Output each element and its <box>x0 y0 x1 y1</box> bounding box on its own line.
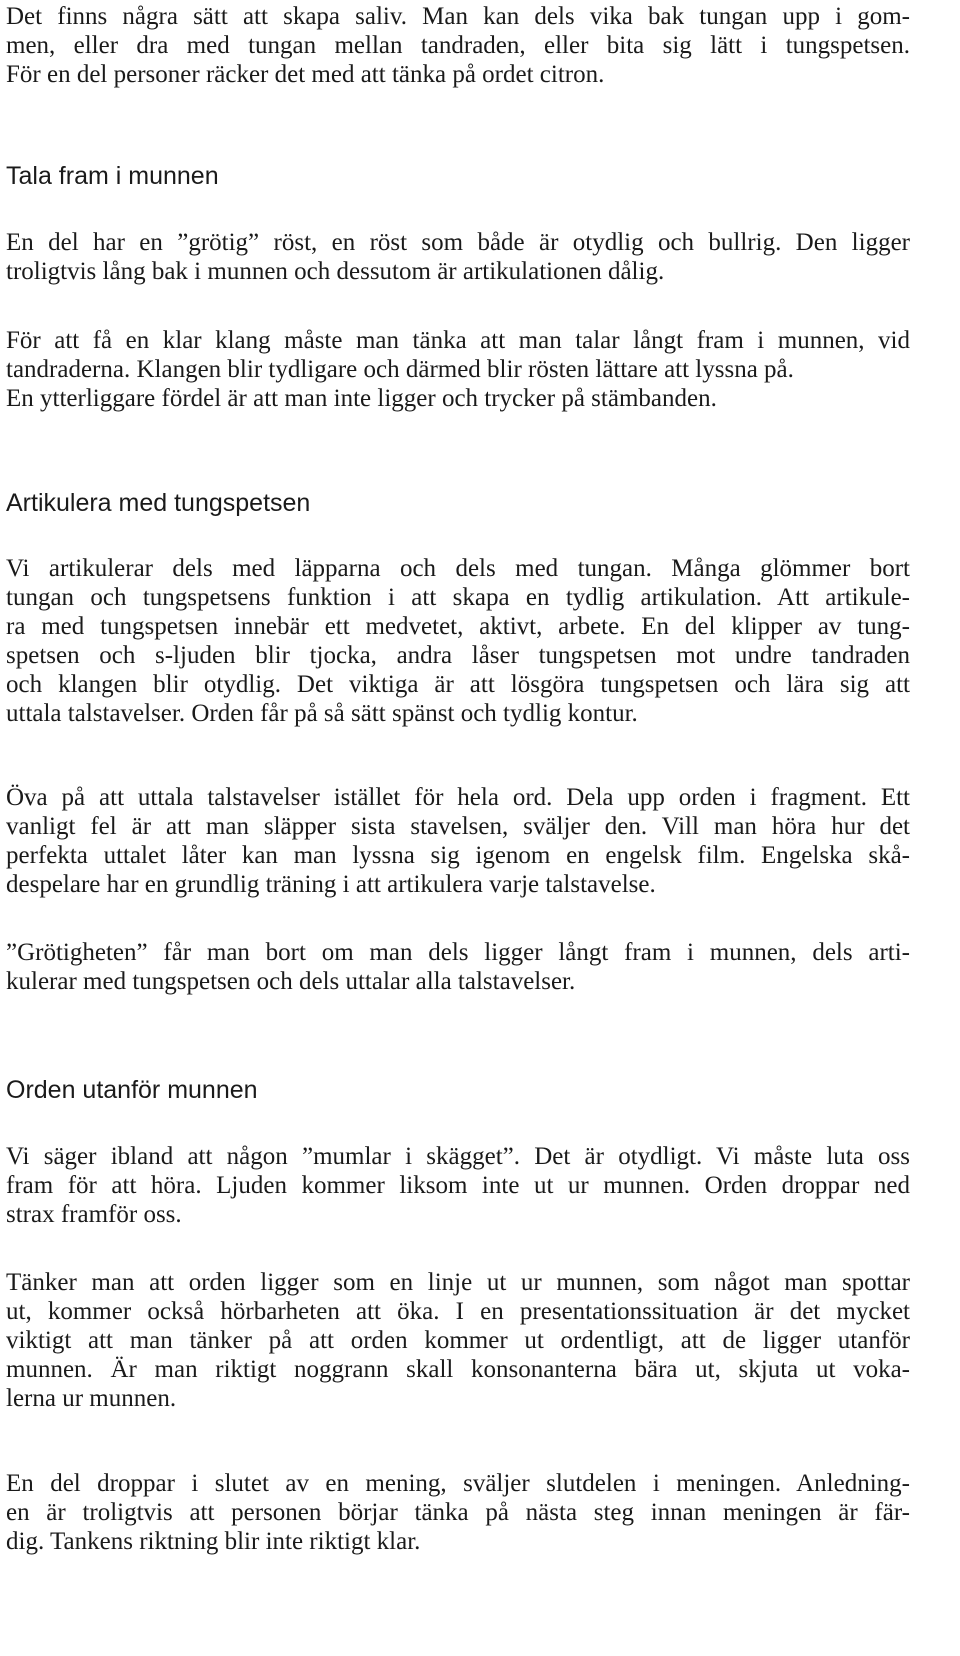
text-line: dig. Tankens riktning blir inte riktigt klar. <box>6 1528 421 1555</box>
text-line: perfekta uttalet låter kan man lyssna sig igenom en engelsk film. Engelska skå- <box>6 842 910 869</box>
text-line: strax framför oss. <box>6 1201 182 1228</box>
section-heading: Tala fram i munnen <box>6 162 219 190</box>
text-line: ra med tungspetsen innebär ett medvetet, aktivt, arbete. En del klipper av tung- <box>6 613 910 640</box>
text-line: En del droppar i slutet av en mening, sväljer slutdelen i meningen. Anledning- <box>6 1470 910 1497</box>
text-line: För att få en klar klang måste man tänka att man talar långt fram i munnen, vid <box>6 327 910 354</box>
paragraph <box>6 938 910 996</box>
text-line: en är troligtvis att personen börjar tänka på nästa steg innan meningen är fär- <box>6 1499 910 1526</box>
text-line: För en del personer räcker det med att tänka på ordet citron. <box>6 61 605 88</box>
text-line: En ytterliggare fördel är att man inte ligger och trycker på stämbanden. <box>6 385 717 412</box>
text-line: spetsen och s-ljuden blir tjocka, andra låser tungspetsen mot undre tandraden <box>6 642 910 669</box>
text-line: Vi artikulerar dels med läpparna och dels med tungan. Många glömmer bort <box>6 555 910 582</box>
paragraph <box>6 783 910 899</box>
text-line: Vi säger ibland att någon ”mumlar i skägget”. Det är otydligt. Vi måste luta oss <box>6 1143 910 1170</box>
text-line: despelare har en grundlig träning i att artikulera varje talstavelse. <box>6 871 656 898</box>
text-line: troligtvis lång bak i munnen och dessutom är artikulationen dålig. <box>6 258 665 285</box>
text-line: En del har en ”grötig” röst, en röst som både är otydlig och bullrig. Den ligger <box>6 229 910 256</box>
text-line: munnen. Är man riktigt noggrann skall konsonanterna bära ut, skjuta ut voka- <box>6 1356 910 1383</box>
section-heading: Orden utanför munnen <box>6 1076 258 1104</box>
paragraph <box>6 554 910 728</box>
text-line: tandraderna. Klangen blir tydligare och därmed blir rösten lättare att lyssna på. <box>6 356 794 383</box>
text-line: Det finns några sätt att skapa saliv. Man kan dels vika bak tungan upp i gom- <box>6 3 910 30</box>
text-line: ”Grötigheten” får man bort om man dels ligger långt fram i munnen, dels arti- <box>6 939 910 966</box>
text-line: Öva på att uttala talstavelser istället för hela ord. Dela upp orden i fragment. Ett <box>6 784 910 811</box>
text-line: fram för att höra. Ljuden kommer liksom inte ut ur munnen. Orden droppar ned <box>6 1172 910 1199</box>
text-line: kulerar med tungspetsen och dels uttalar alla talstavelser. <box>6 968 576 995</box>
text-line: vanligt fel är att man släpper sista stavelsen, sväljer den. Vill man höra hur det <box>6 813 910 840</box>
text-line: ut, kommer också hörbarheten att öka. I en presentationssituation är det mycket <box>6 1298 910 1325</box>
text-line: tungan och tungspetsens funktion i att skapa en tydlig artikulation. Att artikule- <box>6 584 910 611</box>
intro-paragraph <box>6 2 910 89</box>
paragraph <box>6 326 910 413</box>
text-line: uttala talstavelser. Orden får på så sätt spänst och tydlig kontur. <box>6 700 638 727</box>
paragraph <box>6 1268 910 1413</box>
section-heading: Artikulera med tungspetsen <box>6 489 311 517</box>
text-line: men, eller dra med tungan mellan tandraden, eller bita sig lätt i tungspetsen. <box>6 32 910 59</box>
text-line: viktigt att man tänker på att orden kommer ut ordentligt, att de ligger utanför <box>6 1327 910 1354</box>
paragraph <box>6 1142 910 1229</box>
text-line: och klangen blir otydlig. Det viktiga är att lösgöra tungspetsen och lära sig att <box>6 671 910 698</box>
paragraph <box>6 1469 910 1556</box>
text-line: lerna ur munnen. <box>6 1385 177 1412</box>
paragraph <box>6 228 910 286</box>
text-line: Tänker man att orden ligger som en linje ut ur munnen, som något man spottar <box>6 1269 910 1296</box>
